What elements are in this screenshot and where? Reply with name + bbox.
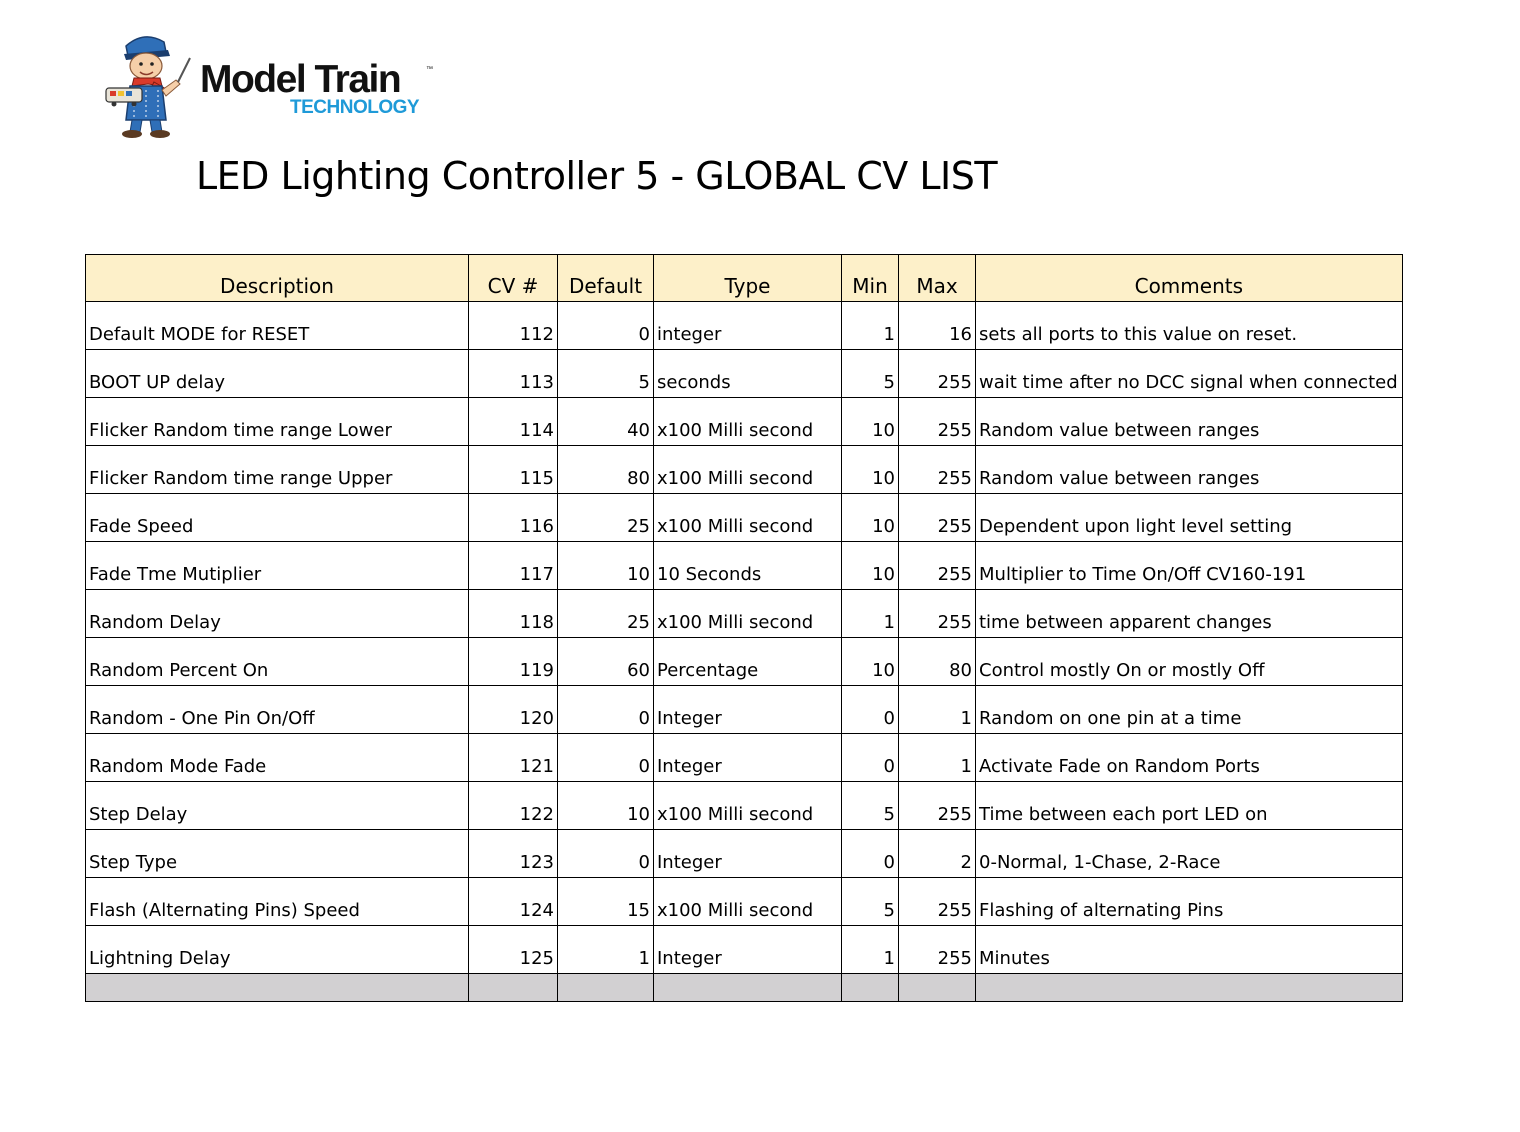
cell-cv: 112 [469,302,558,350]
cell-max: 255 [899,590,976,638]
cell-default: 10 [558,782,654,830]
cell-cv: 124 [469,878,558,926]
cell-comments: Random on one pin at a time [976,686,1403,734]
table-row [86,782,1403,830]
cell-comments: Multiplier to Time On/Off CV160-191 [976,542,1403,590]
cell-description: BOOT UP delay [86,350,469,398]
cell-comments: 0-Normal, 1-Chase, 2-Race [976,830,1403,878]
cell-default: 5 [558,350,654,398]
cell-comments: Dependent upon light level setting [976,494,1403,542]
cell-cv: 119 [469,638,558,686]
cell-min: 0 [842,734,899,782]
cell-comments: Activate Fade on Random Ports [976,734,1403,782]
cell-description: Flicker Random time range Lower [86,398,469,446]
cell-max: 255 [899,878,976,926]
cell-comments: Random value between ranges [976,446,1403,494]
cell-cv: 118 [469,590,558,638]
cell-cv: 113 [469,350,558,398]
cell-description: Fade Speed [86,494,469,542]
page-title: LED Lighting Controller 5 - GLOBAL CV LIST [196,154,998,198]
cell-max: 1 [899,686,976,734]
cell-comments: Flashing of alternating Pins [976,878,1403,926]
logo [104,28,444,140]
cell-description: Lightning Delay [86,926,469,974]
cell-default: 0 [558,734,654,782]
cv-table [85,254,1403,1002]
cell-type: Integer [654,734,842,782]
cell-type: Integer [654,686,842,734]
cell-min: 10 [842,446,899,494]
table-row [86,494,1403,542]
cell-max: 255 [899,350,976,398]
table-row [86,302,1403,350]
table-row [86,734,1403,782]
cell-default: 0 [558,686,654,734]
cell-default: 0 [558,830,654,878]
cell-cv: 121 [469,734,558,782]
cell-type: Integer [654,926,842,974]
cell-default: 10 [558,542,654,590]
cell-cv: 123 [469,830,558,878]
cell-description: Step Type [86,830,469,878]
cell-comments: Time between each port LED on [976,782,1403,830]
cell-max: 1 [899,734,976,782]
cell-default: 15 [558,878,654,926]
table-row [86,878,1403,926]
cell-max: 255 [899,782,976,830]
table-row [86,926,1403,974]
cell-comments: Random value between ranges [976,398,1403,446]
cell-min: 5 [842,878,899,926]
cell-type: 10 Seconds [654,542,842,590]
cell-min: 1 [842,590,899,638]
cell-min: 10 [842,542,899,590]
table-row [86,398,1403,446]
brand-subtitle: TECHNOLOGY [290,97,420,118]
cell-type: x100 Milli second [654,782,842,830]
cell-cv: 122 [469,782,558,830]
cell-empty [842,974,899,1002]
cell-comments: Minutes [976,926,1403,974]
brand-trademark: ™ [426,66,433,73]
cell-min: 10 [842,638,899,686]
header-type: Type [654,255,842,302]
cell-default: 0 [558,302,654,350]
cell-cv: 125 [469,926,558,974]
cell-cv: 116 [469,494,558,542]
cell-default: 60 [558,638,654,686]
header-default: Default [558,255,654,302]
cell-empty [86,974,469,1002]
cell-description: Default MODE for RESET [86,302,469,350]
cell-min: 1 [842,302,899,350]
cell-max: 2 [899,830,976,878]
cell-default: 25 [558,590,654,638]
cell-type: Integer [654,830,842,878]
cell-comments: wait time after no DCC signal when connected [976,350,1403,398]
cell-comments: time between apparent changes [976,590,1403,638]
table-row [86,446,1403,494]
cell-max: 255 [899,494,976,542]
cell-type: integer [654,302,842,350]
cell-min: 1 [842,926,899,974]
cell-default: 40 [558,398,654,446]
brand-name: Model Train [200,58,401,101]
cell-empty [558,974,654,1002]
cell-cv: 117 [469,542,558,590]
table-row-empty [86,974,1403,1002]
header-cv: CV # [469,255,558,302]
cell-max: 255 [899,398,976,446]
cell-comments: sets all ports to this value on reset. [976,302,1403,350]
cell-min: 0 [842,830,899,878]
cell-type: x100 Milli second [654,878,842,926]
cell-description: Random Delay [86,590,469,638]
table-header-row [86,255,1403,302]
table-row [86,350,1403,398]
cell-description: Flicker Random time range Upper [86,446,469,494]
mascot-icon [104,28,204,140]
cell-max: 255 [899,446,976,494]
cell-default: 25 [558,494,654,542]
cell-type: Percentage [654,638,842,686]
cell-max: 80 [899,638,976,686]
cell-cv: 115 [469,446,558,494]
cell-description: Step Delay [86,782,469,830]
cell-description: Flash (Alternating Pins) Speed [86,878,469,926]
cell-min: 5 [842,782,899,830]
cell-max: 255 [899,926,976,974]
cell-description: Random Mode Fade [86,734,469,782]
header-description: Description [86,255,469,302]
cell-empty [976,974,1403,1002]
cell-type: x100 Milli second [654,398,842,446]
cell-description: Random - One Pin On/Off [86,686,469,734]
table-row [86,590,1403,638]
header-max: Max [899,255,976,302]
cell-cv: 120 [469,686,558,734]
table-row [86,686,1403,734]
cell-min: 10 [842,398,899,446]
cell-max: 16 [899,302,976,350]
cell-empty [469,974,558,1002]
table-row [86,542,1403,590]
cell-description: Fade Tme Mutiplier [86,542,469,590]
cell-empty [899,974,976,1002]
header-comments: Comments [976,255,1403,302]
cell-default: 1 [558,926,654,974]
cell-comments: Control mostly On or mostly Off [976,638,1403,686]
table-row [86,638,1403,686]
cell-type: x100 Milli second [654,494,842,542]
cell-min: 0 [842,686,899,734]
cell-empty [654,974,842,1002]
cell-type: x100 Milli second [654,590,842,638]
table-row [86,830,1403,878]
cell-min: 5 [842,350,899,398]
cell-min: 10 [842,494,899,542]
header-min: Min [842,255,899,302]
cell-description: Random Percent On [86,638,469,686]
cell-cv: 114 [469,398,558,446]
cell-type: seconds [654,350,842,398]
cell-default: 80 [558,446,654,494]
cell-max: 255 [899,542,976,590]
cell-type: x100 Milli second [654,446,842,494]
